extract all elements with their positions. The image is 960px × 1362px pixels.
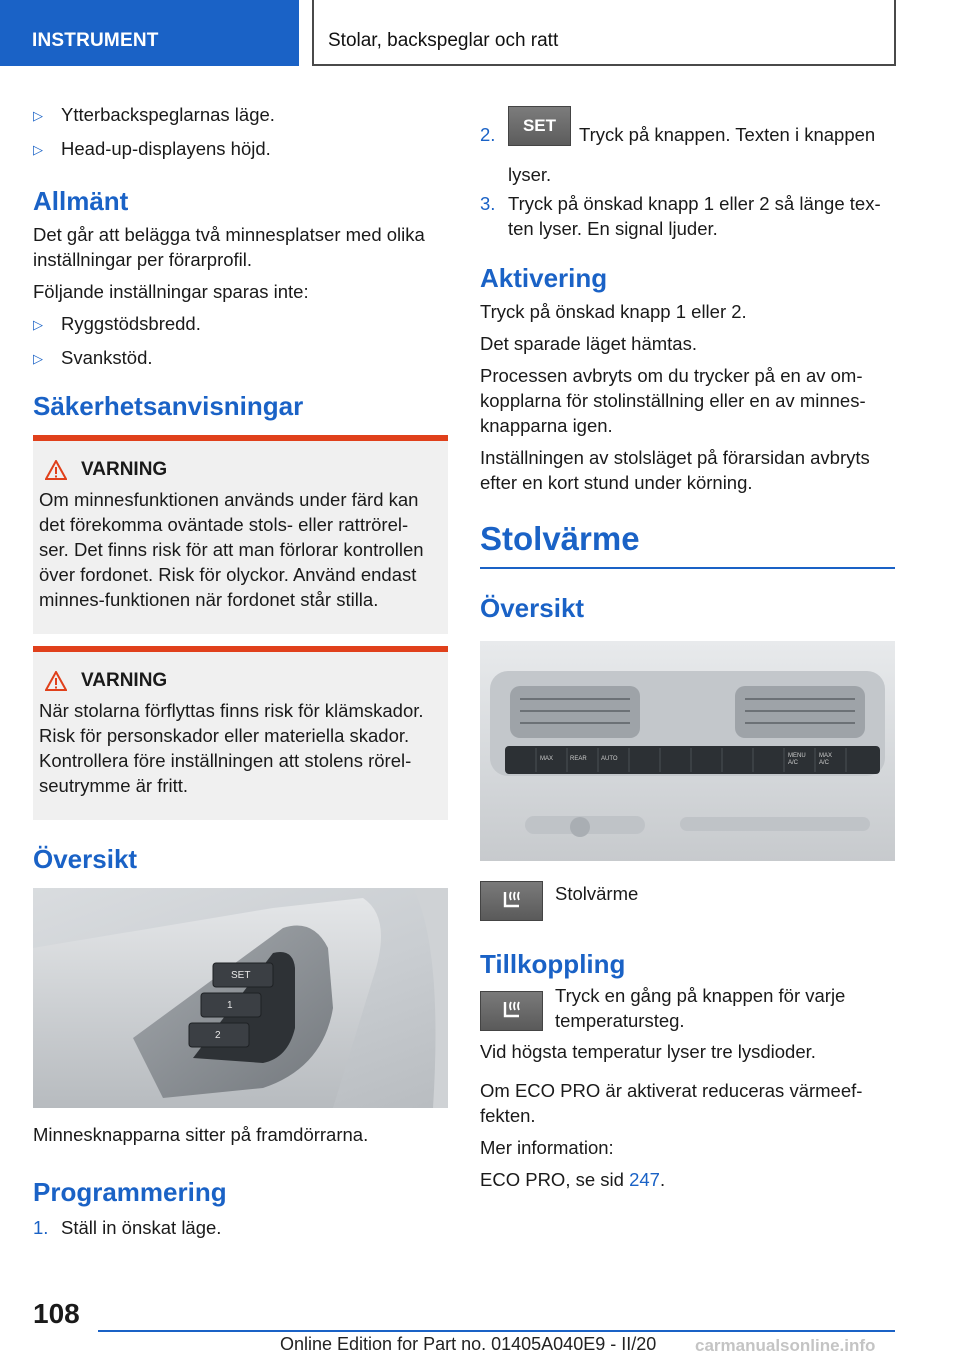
paragraph: Inställningen av stolsläget på förarsidan avbryts efter en kort stund under körning.	[480, 447, 870, 493]
heading-rule	[480, 567, 895, 569]
watermark: carmanualsonline.info	[695, 1336, 876, 1355]
console-button-rear: REAR	[570, 755, 587, 762]
page-reference-link[interactable]: 247	[629, 1168, 660, 1190]
left-column	[33, 102, 448, 1248]
section-heading-oversikt: Översikt	[480, 592, 585, 623]
legend-label: Stolvärme	[555, 882, 639, 904]
section-heading-allmant: Allmänt	[33, 186, 129, 216]
console-button-max-ac: MAX A/C	[819, 752, 833, 766]
section-heading-tillkoppling: Tillkoppling	[480, 948, 626, 979]
paragraph: Vid högsta temperatur lyser tre lysdioder.	[480, 1040, 816, 1062]
seat-heating-icon	[480, 991, 543, 1031]
step-item: 3. Tryck på önskad knapp 1 eller 2 så länge tex-ten lyser. En signal ljuder.	[480, 193, 881, 239]
right-column	[480, 106, 895, 1199]
warning-text: Om minnesfunktionen används under färd kan det förekomma oväntade stols- eller rattrörel-ser. Det finns risk för att man förlorar kontrollen över fordonet. Risk för olyckor. Använd endast minnes-funktionen när fordonet står stilla.	[39, 489, 424, 610]
section-heading-oversikt: Översikt	[33, 844, 138, 874]
triangle-bullet-icon: ▷	[33, 351, 43, 366]
door-memory-buttons-photo	[33, 888, 448, 1108]
button-label-1: 1	[227, 1000, 233, 1011]
footer-rule	[98, 1330, 895, 1332]
warning-box	[33, 646, 448, 820]
page-number: 108	[33, 1298, 80, 1329]
console-button-menu-ac: MENU A/C	[788, 752, 806, 766]
paragraph: Tryck på önskad knapp 1 eller 2.	[480, 301, 747, 322]
section-tab[interactable]: INSTRUMENT	[0, 0, 299, 66]
list-item: ▷ Svankstöd.	[33, 345, 448, 371]
seat-heating-icon	[480, 881, 543, 921]
section-heading-aktivering: Aktivering	[480, 263, 608, 293]
warning-triangle-icon	[45, 460, 67, 480]
console-button-auto: AUTO	[601, 755, 618, 762]
paragraph: Processen avbryts om du trycker på en av om-kopplarna för stolinställning eller en av minnes-knapparna igen.	[480, 365, 866, 436]
door-panel-illustration	[33, 888, 448, 1108]
triangle-bullet-icon: ▷	[33, 108, 43, 123]
warning-triangle-icon	[45, 671, 67, 691]
warning-title: VARNING	[45, 670, 434, 692]
list-item: ▷ Ryggstödsbredd.	[33, 311, 448, 337]
chapter-tab[interactable]: Stolar, backspeglar och ratt	[312, 0, 896, 66]
triangle-bullet-icon: ▷	[33, 317, 43, 332]
list-item: ▷ Ytterbackspeglarnas läge.	[33, 102, 448, 128]
step-item: 1. Ställ in önskat läge.	[33, 1217, 222, 1238]
button-label-2: 2	[215, 1030, 221, 1041]
chapter-heading-stolvarme: Stolvärme	[480, 520, 640, 557]
climate-console-photo	[480, 641, 895, 861]
warning-text: När stolarna förflyttas finns risk för klämskador. Risk för personskador eller materiella skador. Kontrollera före inställningen att stolens rörel-seutrymme är fritt.	[39, 700, 424, 796]
step-item: 2. SET Tryck på knappen. Texten i knappen lyser.	[480, 106, 895, 171]
section-heading-safety: Säkerhetsanvisningar	[33, 391, 304, 421]
paragraph: ECO PRO, se sid 247.	[480, 1168, 666, 1190]
paragraph: Om ECO PRO är aktiverat reduceras värmeef-fekten.	[480, 1079, 863, 1126]
triangle-bullet-icon: ▷	[33, 142, 43, 157]
instruction-row: Tryck en gång på knappen för varje temperatursteg.	[480, 983, 895, 1033]
paragraph: Det går att belägga två minnesplatser med olika inställningar per förarprofil.	[33, 224, 425, 270]
console-illustration	[480, 641, 895, 861]
set-button-icon: SET	[508, 106, 571, 146]
legend-row	[480, 881, 895, 921]
console-button-max: MAX	[540, 755, 554, 762]
list-item: ▷ Head-up-displayens höjd.	[33, 136, 448, 162]
image-caption: Minnesknapparna sitter på framdörrarna.	[33, 1124, 369, 1145]
warning-title: VARNING	[45, 459, 434, 481]
paragraph: Det sparade läget hämtas.	[480, 333, 697, 354]
paragraph: Mer information:	[480, 1136, 614, 1158]
warning-box	[33, 435, 448, 634]
section-heading-programmering: Programmering	[33, 1177, 227, 1207]
paragraph: Följande inställningar sparas inte:	[33, 281, 309, 302]
button-label-set: SET	[231, 970, 251, 981]
footer-edition: Online Edition for Part no. 01405A040E9 - II/20	[280, 1334, 657, 1354]
